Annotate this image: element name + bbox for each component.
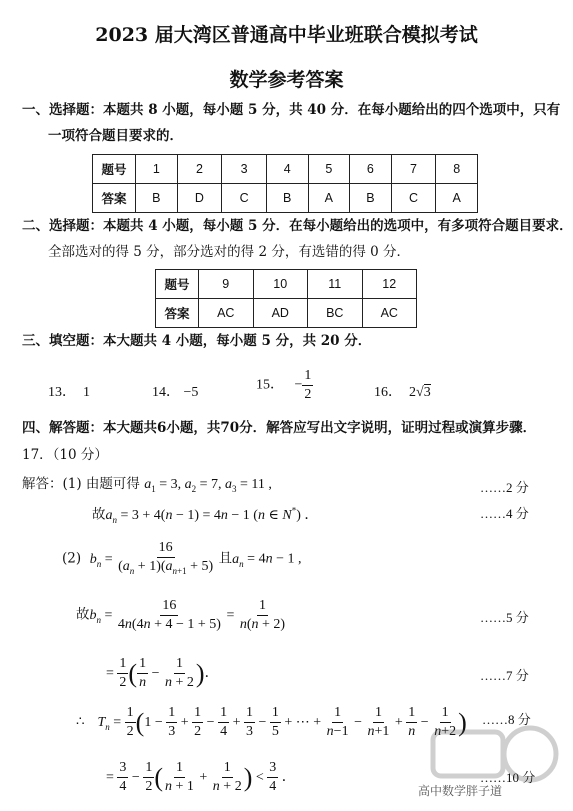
table-cell: C [391, 184, 436, 213]
solution-line-5 [106, 656, 219, 691]
radicand: 3 [423, 385, 431, 400]
table-cell: 7 [391, 155, 436, 184]
table-cell: BC [308, 299, 363, 328]
item-value: 1 [83, 385, 90, 400]
score-marker: ……8 分 [482, 712, 531, 727]
fraction [302, 368, 313, 403]
table-cell: A [436, 184, 478, 213]
table-cell: 5 [308, 155, 350, 184]
fill-answer-13 [48, 381, 90, 401]
item-value: − [294, 377, 303, 393]
item-number: 15． [256, 377, 284, 393]
formula: $a_n = 3 + 4(n - 1) = 4n - 1$ (n ∈ N*) ． [105, 505, 319, 525]
table-cell: C [222, 184, 267, 213]
table-cell: 1 [136, 155, 178, 184]
numerator: 1 [302, 368, 313, 386]
section4-heading: 四、解答题：本大题共6小题，共70分．解答应写出文字说明，证明过程或演算步骤． [22, 420, 537, 436]
table-row [93, 184, 478, 213]
table-header-cell: 答案 [156, 299, 199, 328]
section1-answer-table [92, 154, 478, 213]
table-header-cell: 答案 [93, 184, 136, 213]
formula: = $\frac{3}{4}$ − $\frac{1}{2}$ ( $\frac{1}{n + 1}$ + $\frac{1}{n + 2}$ ) < $\frac{3}{4}$ ． [106, 760, 296, 794]
solution-line-3 [62, 540, 301, 579]
sqrt-icon: √ [416, 385, 424, 400]
fill-answer-15 [256, 368, 313, 403]
section1-heading: 一、选择题：本题共 8 小题，每小题 5 分，共 40 分．在每小题给出的四个选项中，只有 [22, 102, 561, 118]
table-cell: B [136, 184, 178, 213]
solution-line-1 [22, 476, 272, 497]
table-cell: B [350, 184, 392, 213]
denominator: 2 [304, 387, 312, 402]
table-cell: A [308, 184, 350, 213]
solution-line-6 [76, 705, 467, 740]
table-header-cell: 题号 [93, 155, 136, 184]
formula: $b_n$ = $\frac{16}{4n(4n + 4 - 1 + 5)}$ = $\frac{1}{n(n + 2)}$ [89, 598, 286, 632]
formula: = $\frac{1}{2}$ ( $\frac{1}{n}$ − $\frac{1}{n + 2}$ )． [106, 656, 219, 690]
table-cell: 4 [266, 155, 308, 184]
table-header-cell: 题号 [156, 270, 199, 299]
table-cell: AC [199, 299, 254, 328]
table-cell: AD [253, 299, 308, 328]
formula: $T_n$ = $\frac{1}{2}$ (1 − $\frac{1}{3}$ + $\frac{1}{2}$ − $\frac{1}{4}$ + $\frac{1}{3}$ − $\frac{1}{5}$ + ⋯ + $\frac{1}{n-1}$ − $\frac{1}{n+1}$ + $\frac{1}{n}$ − $\frac{1}{n+2}$ ) [97, 705, 467, 739]
table-cell: 12 [362, 270, 417, 299]
page-title: 2023 届大湾区普通高中毕业班联合模拟考试 [95, 24, 478, 46]
item-number: 14． [152, 385, 180, 400]
formula: $a_n = 4n - 1$ , [232, 551, 302, 569]
therefore-symbol: ∴ [76, 713, 85, 730]
table-row [156, 299, 417, 328]
section3-heading: 三、填空题：本大题共 4 小题，每小题 5 分，共 20 分． [22, 333, 372, 349]
problem-17-header: 17．（10 分） [22, 447, 108, 463]
section2-answer-table [155, 269, 417, 328]
step-text: 且 [218, 550, 233, 567]
section2-heading: 二、选择题：本题共 4 小题，每小题 5 分．在每小题给出的选项中，有多项符合题目要求． [22, 218, 573, 234]
table-cell: 3 [222, 155, 267, 184]
fill-answer-16 [374, 381, 431, 401]
score-marker: ……10 分 [480, 770, 536, 785]
table-row [156, 270, 417, 299]
table-cell: 11 [308, 270, 363, 299]
solution-line-2 [92, 502, 318, 527]
table-cell: AC [362, 299, 417, 328]
formula: $a_1 = 3$, $a_2 = 7$, $a_3 = 11$ , [144, 477, 272, 494]
item-value: 2 [409, 385, 416, 400]
table-cell: 8 [436, 155, 478, 184]
table-cell: B [266, 184, 308, 213]
score-marker: ……2 分 [480, 480, 529, 495]
score-marker: ……7 分 [480, 668, 529, 683]
fill-answer-14 [152, 381, 198, 401]
solution-line-7 [106, 760, 296, 795]
table-cell: 6 [350, 155, 392, 184]
item-value: −5 [183, 385, 199, 400]
section2-heading-cont: 全部选对的得 5 分，部分选对的得 2 分，有选错的得 0 分． [48, 244, 411, 260]
table-cell: 10 [253, 270, 308, 299]
watermark-text: 高中数学胖子道 [418, 784, 503, 798]
table-cell: 9 [199, 270, 254, 299]
table-cell: D [177, 184, 222, 213]
part-label: (1) [62, 476, 82, 492]
item-number: 16． [374, 385, 402, 400]
score-marker: ……4 分 [480, 506, 529, 521]
solution-line-4 [76, 598, 287, 633]
table-row [93, 155, 478, 184]
section1-heading-cont: 一项符合题目要求的． [48, 128, 183, 144]
page-subtitle: 数学参考答案 [229, 69, 344, 91]
formula: $b_n$ = $\frac{16}{(a_n + 1)(a_{n+1} + 5)}$ [89, 540, 214, 576]
step-text: 故 [92, 506, 106, 523]
score-marker: ……5 分 [480, 610, 529, 625]
item-number: 13． [48, 385, 76, 400]
step-text: 由题可得 [85, 476, 140, 492]
part-label: (2) [62, 550, 82, 567]
table-cell: 2 [177, 155, 222, 184]
answer-label: 解答： [22, 476, 63, 492]
step-text: 故 [76, 606, 90, 623]
